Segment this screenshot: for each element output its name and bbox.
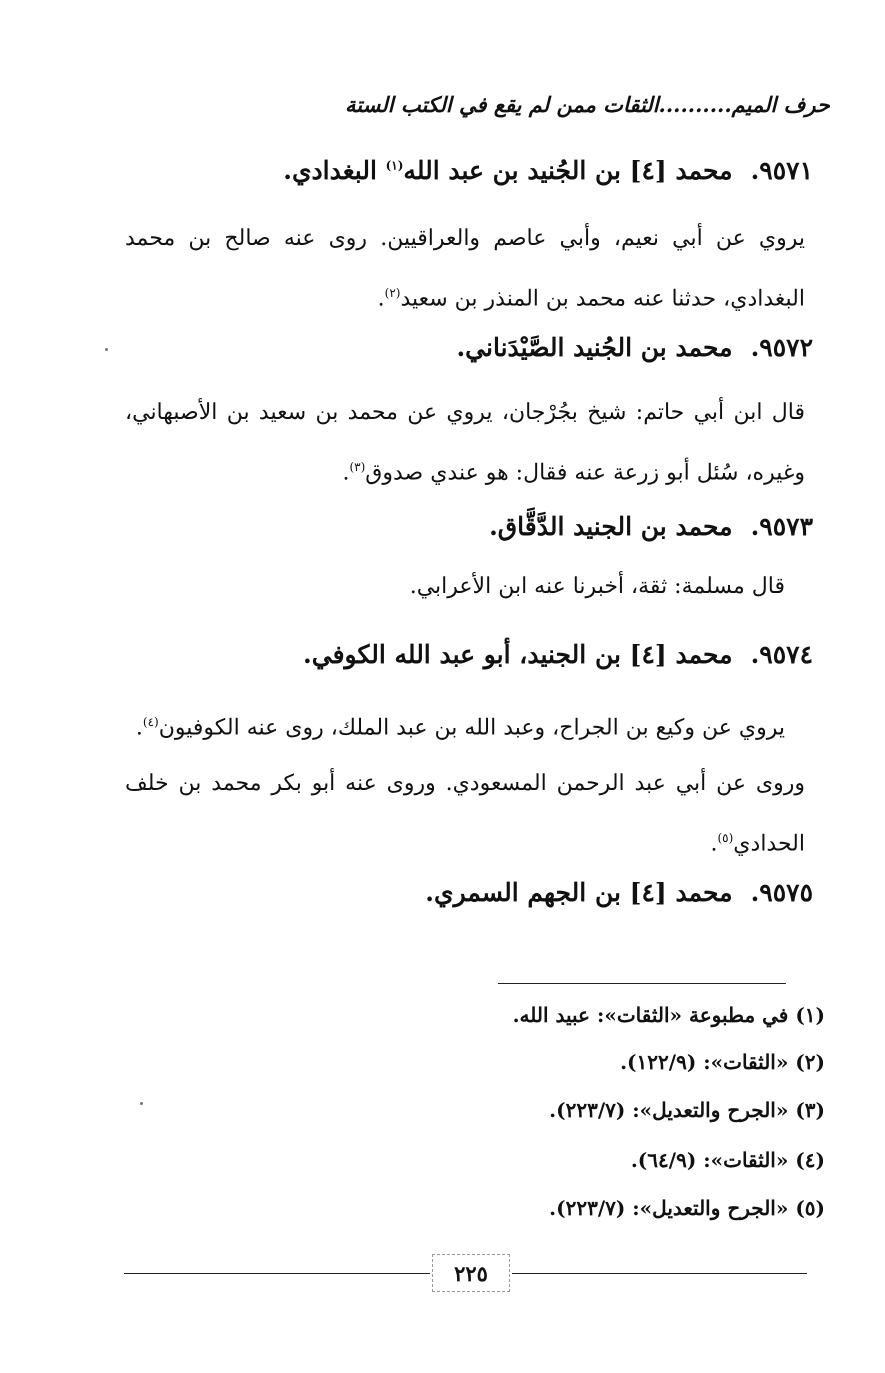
paragraph-text: يروي عن أبي نعيم، وأبي عاصم والعراقيين. روى عنه صالح بن محمد البغدادي، حدثنا عنه محمد بن المنذر بن سعيد bbox=[125, 226, 805, 312]
bottom-rule-right bbox=[512, 1273, 807, 1274]
footnote-item: (٤) «الثقات»: (٦٤/٩). bbox=[630, 1148, 825, 1172]
entry-paragraph bbox=[125, 212, 805, 326]
entry-paragraph bbox=[125, 695, 785, 755]
entry-name-suffix: البغدادي. bbox=[283, 156, 386, 185]
header-dots: .......... bbox=[658, 92, 732, 117]
page-number: ٢٢٥ bbox=[432, 1254, 510, 1292]
entry-name: محمد بن الجنيد الدَّقَّاق. bbox=[489, 512, 733, 541]
footnote-item: (٣) «الجرح والتعديل»: (٢٢٣/٧). bbox=[549, 1098, 825, 1122]
footnote-ref: (٣) bbox=[349, 460, 366, 474]
footnote-ref: (٥) bbox=[717, 831, 734, 845]
scan-speck bbox=[105, 348, 108, 351]
footnote-ref: (١) bbox=[385, 158, 404, 173]
footnote-separator bbox=[498, 983, 786, 984]
entry-paragraph bbox=[125, 560, 785, 614]
paragraph-text: قال ابن أبي حاتم: شيخ بجُرْجان، يروي عن محمد بن سعيد بن الأصبهاني، وغيره، سُئل أبو زرعة عنه فقال: هو عندي صدوق bbox=[125, 400, 805, 486]
entry-paragraph bbox=[125, 386, 805, 500]
entry-name: محمد [٤] بن الجُنيد بن عبد الله bbox=[403, 156, 733, 185]
running-header bbox=[140, 92, 830, 132]
entry-heading bbox=[303, 640, 813, 669]
entry-heading bbox=[489, 512, 813, 541]
footnote-item: (٢) «الثقات»: (١٢٢/٩). bbox=[620, 1050, 825, 1074]
entry-heading bbox=[425, 878, 813, 907]
paragraph-end: . bbox=[710, 831, 718, 857]
paragraph-end: . bbox=[135, 715, 143, 741]
entry-number: ٩٥٧٤. bbox=[750, 640, 813, 669]
entry-name: محمد [٤] بن الجهم السمري. bbox=[425, 878, 733, 907]
footnote-item: (١) في مطبوعة «الثقات»: عبيد الله. bbox=[512, 1003, 825, 1027]
paragraph-text: يروي عن وكيع بن الجراح، وعبد الله بن عبد الملك، روى عنه الكوفيون bbox=[158, 715, 785, 741]
footnote-ref: (٤) bbox=[142, 715, 159, 729]
header-chapter: حرف الميم bbox=[731, 92, 830, 117]
entry-number: ٩٥٧٢. bbox=[750, 333, 813, 362]
footnote-item: (٥) «الجرح والتعديل»: (٢٢٣/٧). bbox=[549, 1196, 825, 1220]
entry-number: ٩٥٧٣. bbox=[750, 512, 813, 541]
footnote-ref: (٢) bbox=[384, 286, 401, 300]
paragraph-text: قال مسلمة: ثقة، أخبرنا عنه ابن الأعرابي. bbox=[409, 574, 785, 599]
bottom-rule-left bbox=[124, 1273, 430, 1274]
entry-number: ٩٥٧٥. bbox=[750, 878, 813, 907]
paragraph-end: . bbox=[342, 460, 350, 486]
paragraph-end: . bbox=[377, 286, 385, 312]
entry-paragraph bbox=[125, 757, 805, 871]
entry-name: محمد بن الجُنيد الصَّيْدَناني. bbox=[456, 333, 733, 362]
entry-heading bbox=[456, 333, 813, 362]
entry-heading bbox=[283, 156, 813, 185]
entry-name: محمد [٤] بن الجنيد، أبو عبد الله الكوفي. bbox=[303, 640, 733, 669]
header-book-title: الثقات ممن لم يقع في الكتب الستة bbox=[345, 92, 659, 117]
entry-number: ٩٥٧١. bbox=[750, 156, 813, 185]
scan-speck bbox=[140, 1102, 143, 1105]
paragraph-text: وروى عن أبي عبد الرحمن المسعودي. وروى عنه أبو بكر محمد بن خلف الحدادي bbox=[125, 771, 805, 857]
